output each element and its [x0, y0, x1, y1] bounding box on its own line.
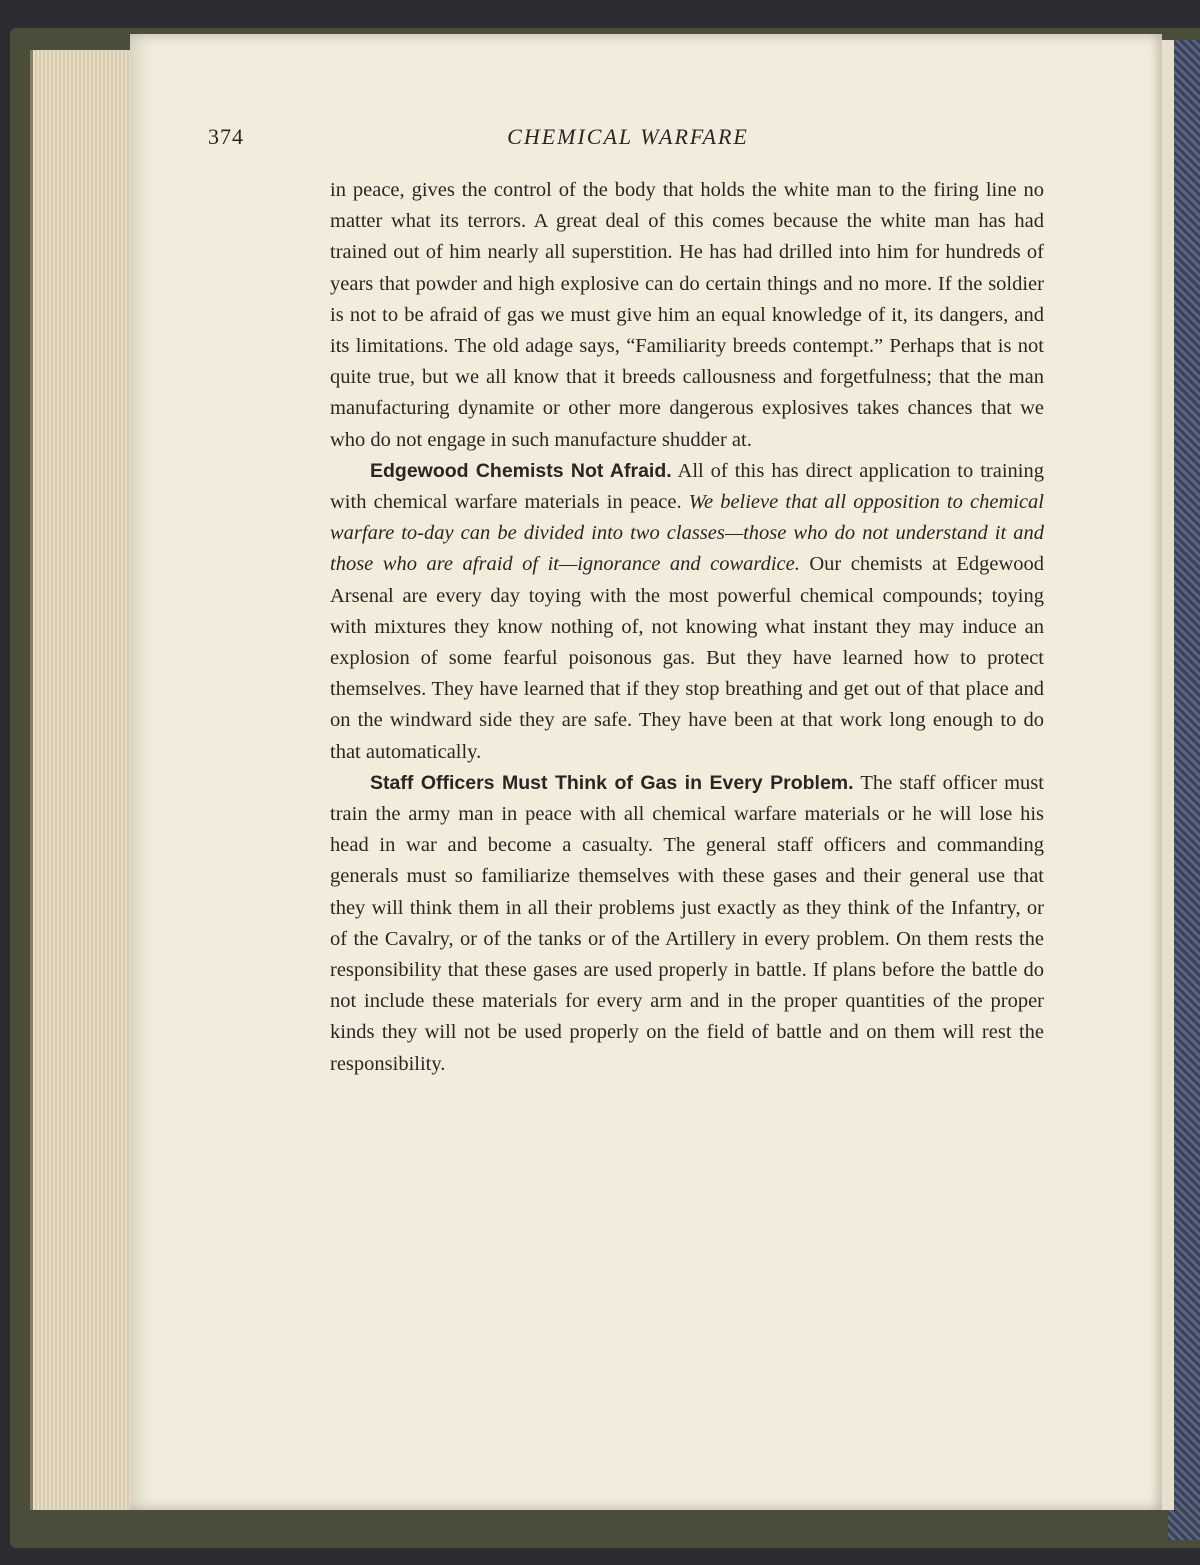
section-heading-edgewood: Edgewood Chemists Not Afraid.	[370, 459, 672, 482]
paragraph-2-text-after: Our chemists at Edgewood Arsenal are every day toying with the most powerful chemical compounds; toying with mixtures they know nothing of, not knowing what instant they may induce an explosion of some fearful poisonous gas. But they have learned how to protect themselves. They have learned that if they stop breathing and get out of that place and on the windward side they are safe. They have been at that work long enough to do that automatically.	[330, 553, 1044, 763]
page-header	[208, 124, 1048, 156]
paragraph-3	[330, 768, 1044, 1080]
page-edges	[30, 50, 145, 1510]
paragraph-2	[330, 456, 1044, 768]
paragraph-3-text: The staff officer must train the army man in peace with all chemical warfare materials or he will lose his head in war and become a casualty. The general staff officers and commanding generals must so familiarize themselves with these gases and their general use that they will think them in all their problems just exactly as they think of the Infantry, or of the Cavalry, or of the tanks or of the Artillery in every problem. On them rests the responsibility that these gases are used properly in battle. If plans before the battle do not include these materials for every arm and in the proper quantities of the proper kinds they will not be used properly on the field of battle and on them will rest the responsibility.	[330, 771, 1044, 1075]
paragraph-2-italic: We believe that all opposition to chemical warfare to-day can be divided into two classes—those who do not understand it and those who are afraid of it—ignorance and cowardice.	[330, 491, 1044, 576]
body-text	[330, 175, 1044, 1080]
facing-page-edge	[1160, 40, 1174, 1510]
paragraph-1-text: in peace, gives the control of the body that holds the white man to the firing line no matter what its terrors. A great deal of this comes because the white man has had trained out of him nearly all superstition. He has had drilled into him for hundreds of years that powder and high explosive can do certain things and no more. If the soldier is not to be afraid of gas we must give him an equal knowledge of it, its dangers, and its limitations. The old adage says, “Familiarity breeds contempt.” Perhaps that is not quite true, but we all know that it breeds callousness and forgetfulness; that the man manufacturing dynamite or other more dangerous explosives takes chances that we who do not engage in such manufacture shudder at.	[330, 179, 1044, 451]
paragraph-2-text-before: All of this has direct application to training with chemical warfare materials in peace.	[330, 459, 1044, 514]
page-number: 374	[208, 124, 244, 149]
running-head: CHEMICAL WARFARE	[507, 124, 749, 149]
section-heading-staff-officers: Staff Officers Must Think of Gas in Every Problem.	[370, 771, 854, 794]
paragraph-1	[330, 175, 1044, 456]
